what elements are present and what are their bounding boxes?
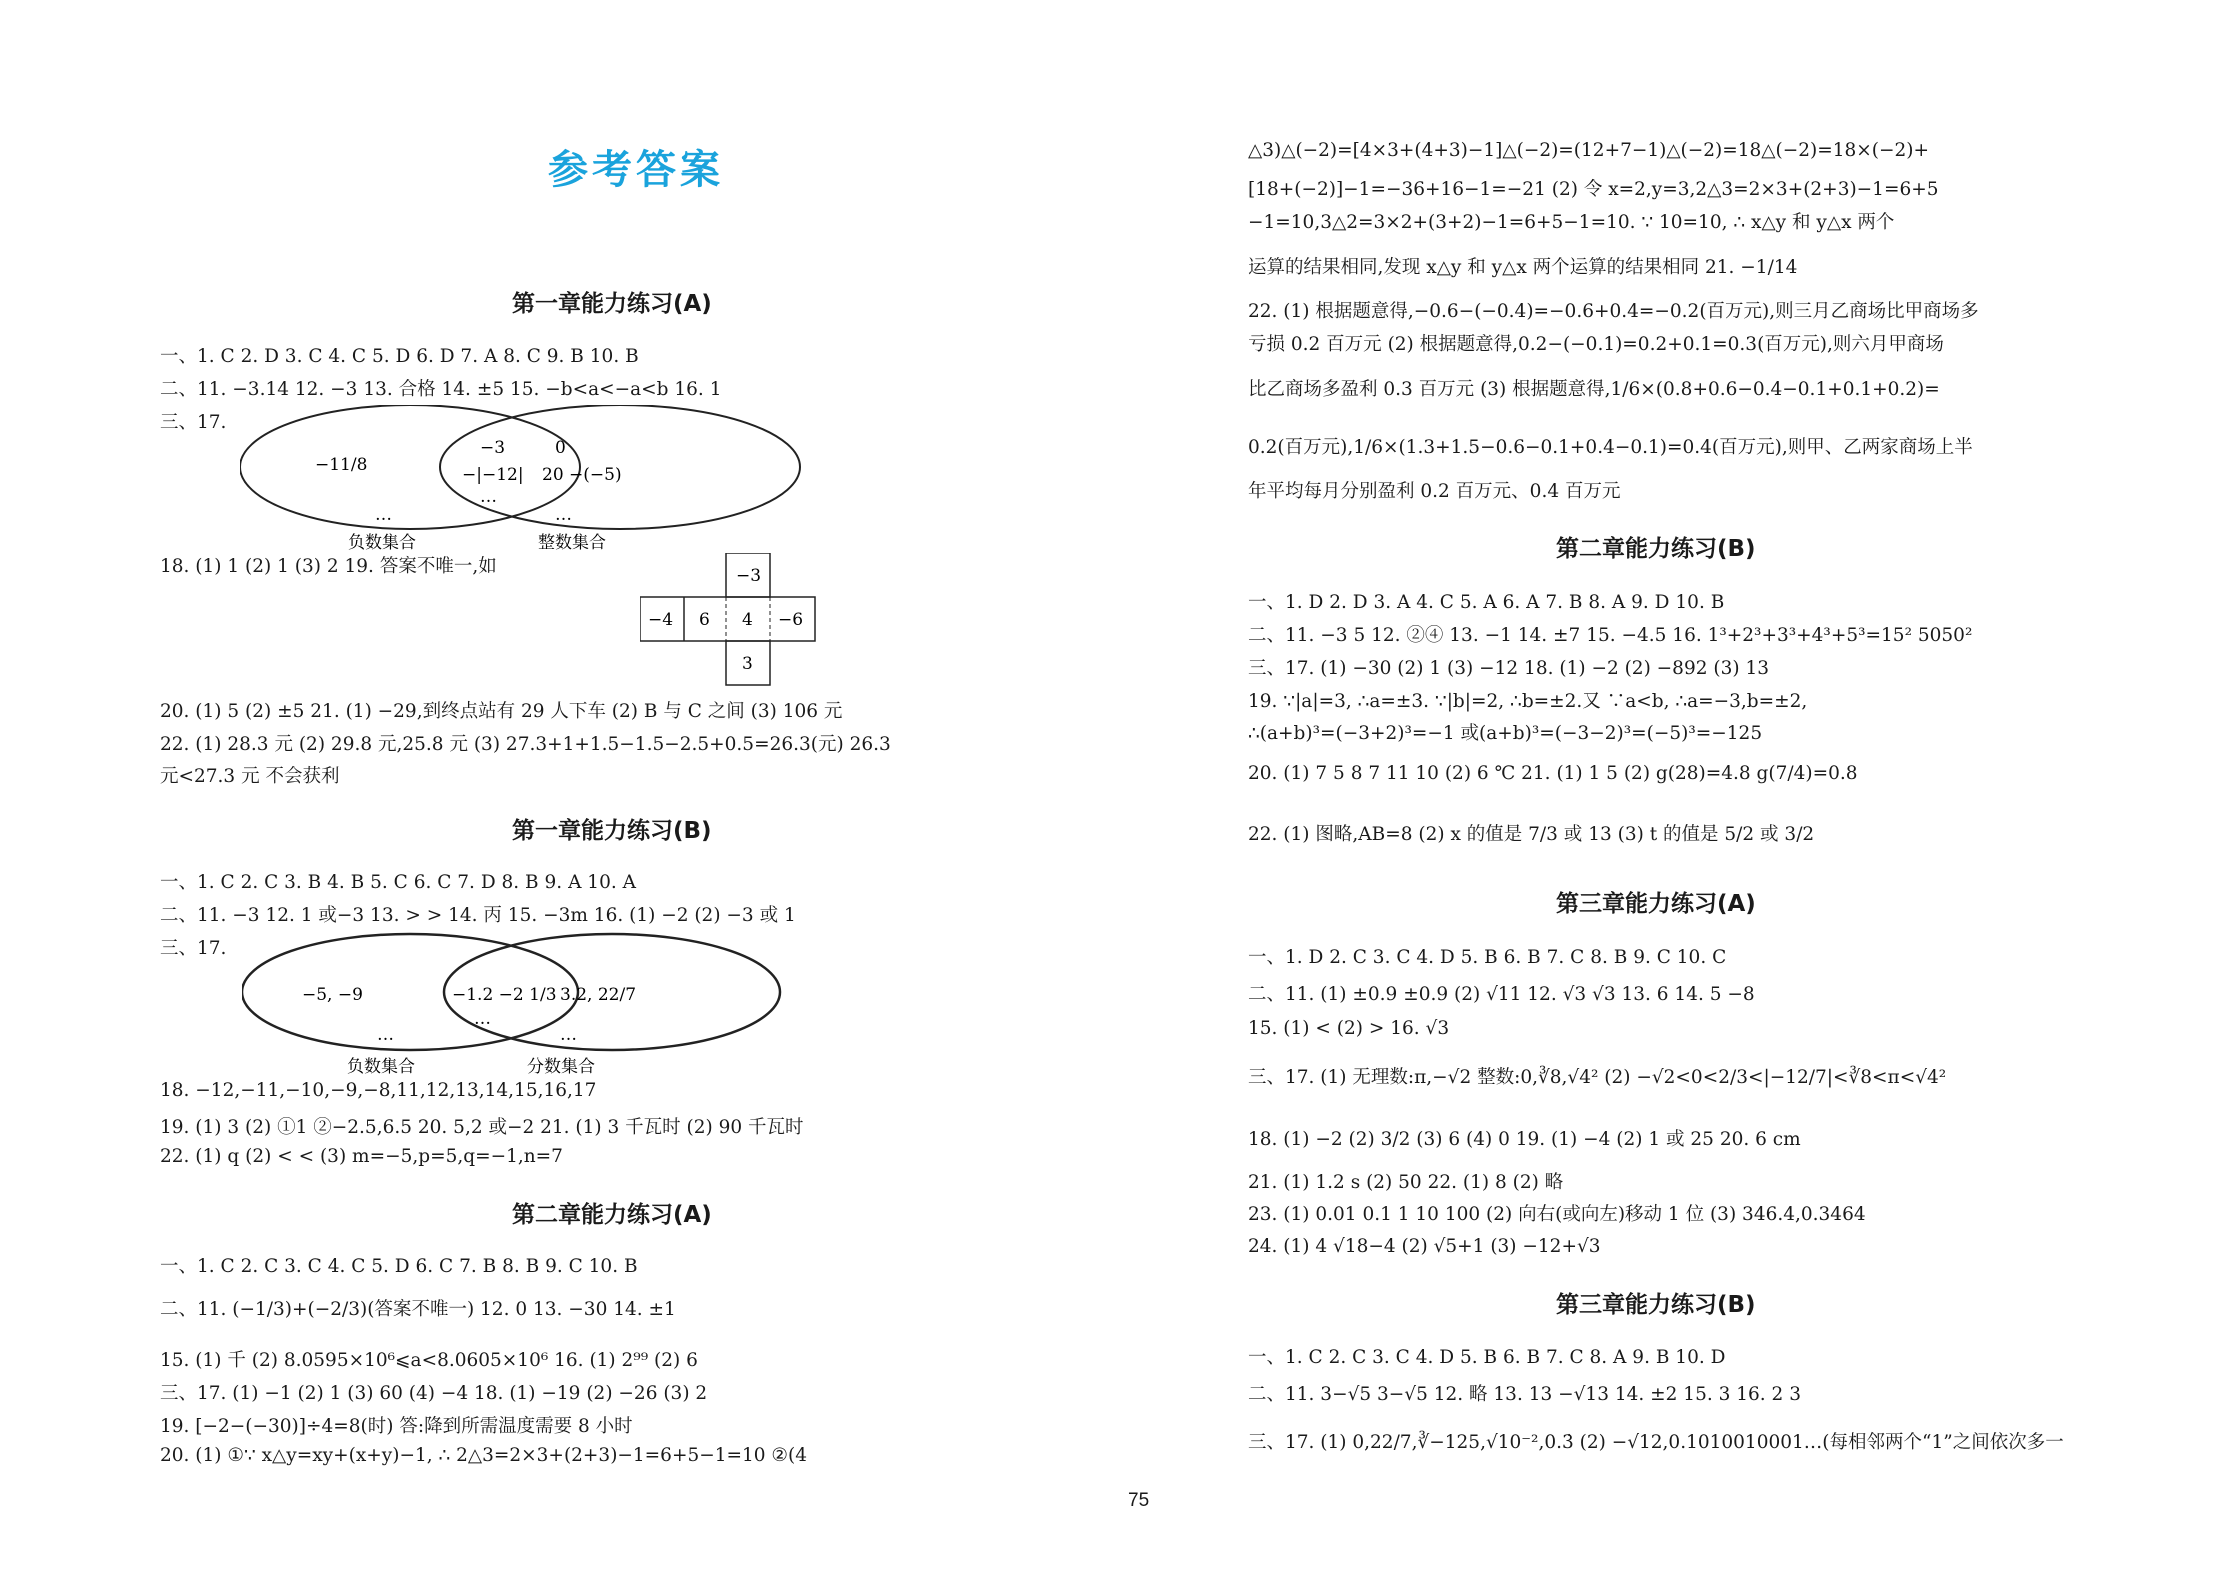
- c2b-line-1: 一、1. D 2. D 3. A 4. C 5. A 6. A 7. B 8. A 9. D 10. B: [1248, 592, 1725, 613]
- venn-b-left-label: 负数集合: [347, 1057, 415, 1077]
- venn-b-right-dots: …: [560, 1025, 577, 1045]
- cont-line-4: 运算的结果相同,发现 x△y 和 y△x 两个运算的结果相同 21. −1/14: [1248, 257, 1798, 278]
- c1b-line-3: 三、17.: [160, 938, 227, 959]
- section-title-c1a: 第一章能力练习(A): [512, 291, 712, 317]
- page-title: 参考答案: [548, 147, 724, 193]
- c2a-line-2: 二、11. (−1/3)+(−2/3)(答案不唯一) 12. 0 13. −30 14. ±1: [160, 1299, 676, 1320]
- section-title-c3a: 第三章能力练习(A): [1556, 891, 1756, 917]
- c2a-line-15: 15. (1) 千 (2) 8.0595×10⁶⩽a<8.0605×10⁶ 16. (1) 2⁹⁹ (2) 6: [160, 1350, 698, 1371]
- c1a-line-2: 二、11. −3.14 12. −3 13. 合格 14. ±5 15. −b<a<−a<b 16. 1: [160, 379, 722, 400]
- section-title-c3b: 第三章能力练习(B): [1556, 1292, 1756, 1318]
- c1b-line-2: 二、11. −3 12. 1 或−3 13. > > 14. 丙 15. −3m 16. (1) −2 (2) −3 或 1: [160, 905, 796, 926]
- c3a-line-5: 18. (1) −2 (2) 3/2 (3) 6 (4) 0 19. (1) −4 (2) 1 或 25 20. 6 cm: [1248, 1129, 1801, 1150]
- venn-b-middle-item: −1.2 −2 1/3: [452, 985, 557, 1005]
- c2a-line-19: 19. [−2−(−30)]÷4=8(时) 答:降到所需温度需要 8 小时: [160, 1416, 633, 1437]
- c3b-line-2: 二、11. 3−√5 3−√5 12. 略 13. 13 −√13 14. ±2 15. 3 16. 2 3: [1248, 1384, 1801, 1405]
- venn-b-left-dots: …: [377, 1025, 394, 1045]
- cont-line-7: 比乙商场多盈利 0.3 百万元 (3) 根据题意得,1/6×(0.8+0.6−0.4−0.1+0.1+0.2)=: [1248, 379, 1940, 400]
- c1a-line-22a: 22. (1) 28.3 元 (2) 29.8 元,25.8 元 (3) 27.3+1+1.5−1.5−2.5+0.5=26.3(元) 26.3: [160, 734, 891, 755]
- section-title-c1b: 第一章能力练习(B): [512, 818, 712, 844]
- venn-right-dots: …: [555, 505, 572, 525]
- venn-right-label: 整数集合: [538, 533, 606, 550]
- cont-line-3: −1=10,3△2=3×2+(3+2)−1=6+5−1=10. ∵ 10=10, ∴ x△y 和 y△x 两个: [1248, 212, 1895, 233]
- venn-left-item: −11/8: [315, 455, 368, 475]
- cont-line-9: 年平均每月分别盈利 0.2 百万元、0.4 百万元: [1248, 481, 1621, 502]
- c3a-line-3: 15. (1) < (2) > 16. √3: [1248, 1018, 1450, 1039]
- net-cell-4: −6: [778, 610, 804, 630]
- venn-left-label: 负数集合: [348, 533, 416, 550]
- c1a-line-22b: 元<27.3 元 不会获利: [160, 766, 340, 787]
- c3a-line-7: 23. (1) 0.01 0.1 1 10 100 (2) 向右(或向左)移动 1 位 (3) 346.4,0.3464: [1248, 1204, 1866, 1225]
- cube-net: [640, 553, 820, 688]
- section-title-c2b: 第二章能力练习(B): [1556, 536, 1756, 562]
- c3b-line-3: 三、17. (1) 0,22/7,∛−125,√10⁻²,0.3̇ (2) −√12,0.1010010001…(每相邻两个“1”之间依次多一: [1248, 1432, 2064, 1453]
- cont-line-2: [18+(−2)]−1=−36+16−1=−21 (2) 令 x=2,y=3,2△3=2×3+(2+3)−1=6+5: [1248, 179, 1939, 200]
- page-number: 75: [1128, 1490, 1150, 1511]
- venn-right-item-2: 20 −(−5): [542, 465, 622, 485]
- venn-b-left-item: −5, −9: [302, 985, 363, 1005]
- venn-middle-item-2: −|−12|: [462, 465, 524, 485]
- c1a-line-20: 20. (1) 5 (2) ±5 21. (1) −29,到终点站有 29 人下车 (2) B 与 C 之间 (3) 106 元: [160, 701, 843, 722]
- venn-b-middle-dots: …: [474, 1009, 491, 1029]
- c1b-line-1: 一、1. C 2. C 3. B 4. B 5. C 6. C 7. D 8. B 9. A 10. A: [160, 872, 636, 893]
- c2b-line-3: 三、17. (1) −30 (2) 1 (3) −12 18. (1) −2 (2) −892 (3) 13: [1248, 658, 1769, 679]
- cont-line-5: 22. (1) 根据题意得,−0.6−(−0.4)=−0.6+0.4=−0.2(百万元),则三月乙商场比甲商场多: [1248, 301, 1979, 322]
- c2a-line-20: 20. (1) ①∵ x△y=xy+(x+y)−1, ∴ 2△3=2×3+(2+3)−1=6+5−1=10 ②(4: [160, 1445, 807, 1466]
- c2b-line-5: ∴(a+b)³=(−3+2)³=−1 或(a+b)³=(−3−2)³=(−5)³=−125: [1248, 723, 1763, 744]
- venn-diagram-c1a: [240, 405, 880, 550]
- cont-line-6: 亏损 0.2 百万元 (2) 根据题意得,0.2−(−0.1)=0.2+0.1=0.3(百万元),则六月甲商场: [1248, 334, 1944, 355]
- c3b-line-1: 一、1. C 2. C 3. C 4. D 5. B 6. B 7. C 8. A 9. B 10. D: [1248, 1347, 1726, 1368]
- c1b-line-19: 19. (1) 3 (2) ①1 ②−2.5,6.5 20. 5,2 或−2 21. (1) 3 千瓦时 (2) 90 千瓦时: [160, 1117, 804, 1138]
- c1a-line-18: 18. (1) 1 (2) 1 (3) 2 19. 答案不唯一,如: [160, 556, 497, 577]
- net-cell-3: 4: [742, 610, 753, 630]
- net-top: −3: [736, 566, 762, 586]
- c3a-line-1: 一、1. D 2. C 3. C 4. D 5. B 6. B 7. C 8. B 9. C 10. C: [1248, 947, 1727, 968]
- c2b-line-2: 二、11. −3 5 12. ②④ 13. −1 14. ±7 15. −4.5 16. 1³+2³+3³+4³+5³=15² 5050²: [1248, 625, 1973, 646]
- c3a-line-8: 24. (1) 4 √18−4 (2) √5+1 (3) −12+√3: [1248, 1236, 1601, 1257]
- c1b-line-18: 18. −12,−11,−10,−9,−8,11,12,13,14,15,16,17: [160, 1080, 597, 1101]
- c2b-line-7: 22. (1) 图略,AB=8 (2) x 的值是 7/3 或 13 (3) t 的值是 5/2 或 3/2: [1248, 824, 1815, 845]
- venn-middle-item-1: −3: [480, 438, 506, 458]
- section-title-c2a: 第二章能力练习(A): [512, 1202, 712, 1228]
- venn-left-ellipse: [240, 405, 580, 529]
- venn-left-dots: …: [375, 505, 392, 525]
- net-bottom: 3: [742, 654, 753, 674]
- venn-b-right-item: 3.2, 22/7: [560, 985, 637, 1005]
- cont-line-8: 0.2(百万元),1/6×(1.3+1.5−0.6−0.1+0.4−0.1)=0.4(百万元),则甲、乙两家商场上半: [1248, 437, 1973, 458]
- c3a-line-4: 三、17. (1) 无理数:π,−√2 整数:0,∛8,√4² (2) −√2<0<2/3<|−12/7|<∛8<π<√4²: [1248, 1067, 1947, 1088]
- c3a-line-2: 二、11. (1) ±0.9 ±0.9 (2) √11 12. √3 √3 13. 6 14. 5 −8: [1248, 984, 1755, 1005]
- venn-middle-dots: …: [480, 487, 497, 507]
- c1b-line-22: 22. (1) q (2) < < (3) m=−5,p=5,q=−1,n=7: [160, 1146, 563, 1167]
- c1a-line-1: 一、1. C 2. D 3. C 4. C 5. D 6. D 7. A 8. C 9. B 10. B: [160, 346, 639, 367]
- net-cell-1: −4: [648, 610, 674, 630]
- c2b-line-6: 20. (1) 7 5 8 7 11 10 (2) 6 ℃ 21. (1) 1 5 (2) g(28)=4.8 g(7/4)=0.8: [1248, 763, 1858, 784]
- c1a-line-3: 三、17.: [160, 412, 227, 433]
- c3a-line-6: 21. (1) 1.2 s (2) 50 22. (1) 8 (2) 略: [1248, 1172, 1564, 1193]
- venn-b-right-label: 分数集合: [527, 1057, 595, 1077]
- cont-line-1: △3)△(−2)=[4×3+(4+3)−1]△(−2)=(12+7−1)△(−2)=18△(−2)=18×(−2)+: [1248, 140, 1929, 161]
- net-cell-2: 6: [699, 610, 710, 630]
- c2a-line-17: 三、17. (1) −1 (2) 1 (3) 60 (4) −4 18. (1) −19 (2) −26 (3) 2: [160, 1383, 708, 1404]
- c2a-line-1: 一、1. C 2. C 3. C 4. C 5. D 6. C 7. B 8. B 9. C 10. B: [160, 1256, 638, 1277]
- venn-right-item-1: 0: [555, 438, 566, 458]
- c2b-line-4: 19. ∵|a|=3, ∴a=±3. ∵|b|=2, ∴b=±2.又 ∵a<b, ∴a=−3,b=±2,: [1248, 691, 1808, 712]
- venn-diagram-c1b: [242, 932, 882, 1077]
